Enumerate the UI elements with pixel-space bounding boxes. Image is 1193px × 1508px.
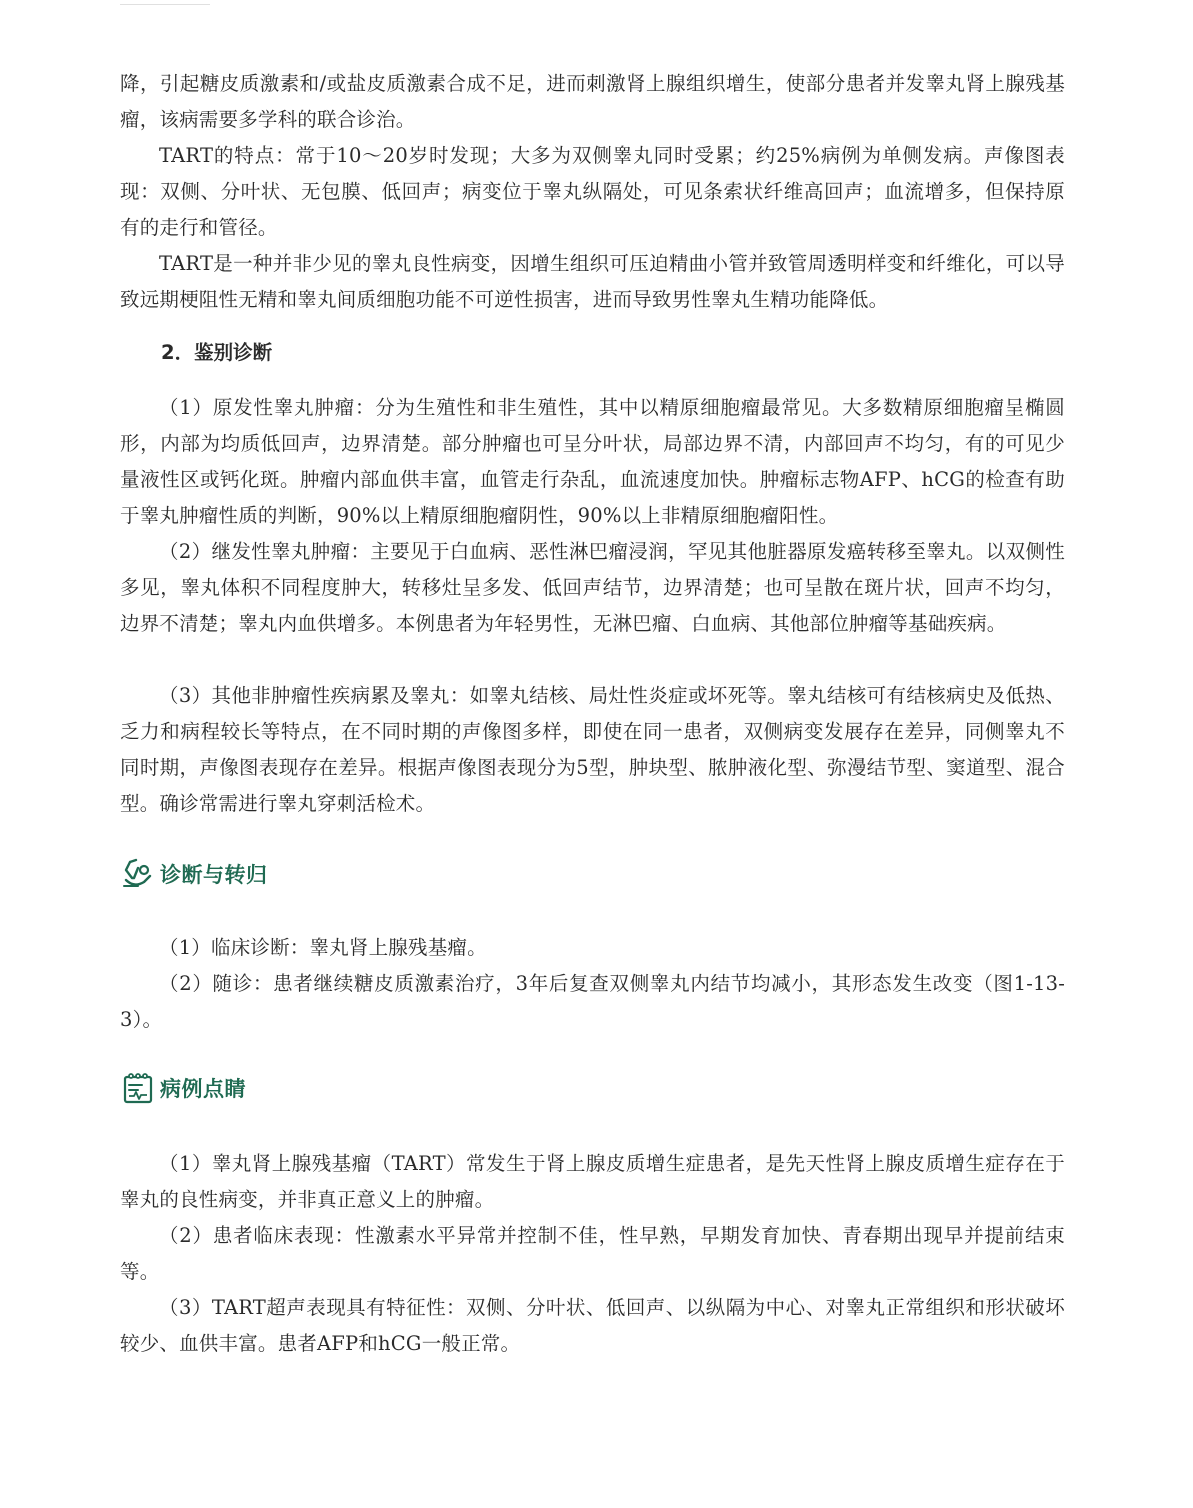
header-rule (120, 0, 210, 5)
notepad-icon (120, 1070, 156, 1106)
highlights-item-3: （3）TART超声表现具有特征性：双侧、分叶状、低回声、以纵隔为中心、对睾丸正常组织和形状破坏较少、血供丰富。患者AFP和hCG一般正常。 (120, 1296, 1065, 1355)
differential-item-secondary-tumor: （2）继发性睾丸肿瘤：主要见于白血病、恶性淋巴瘤浸润，罕见其他脏器原发癌转移至睾丸。以双侧性多见，睾丸体积不同程度肿大，转移灶呈多发、低回声结节，边界清楚；也可呈散在斑片状，回声不均匀，边界不清楚；睾丸内血供增多。本例患者为年轻男性，无淋巴瘤、白血病、其他部位肿瘤等基础疾病。 (120, 540, 1065, 635)
paragraph-tart-significance: TART是一种并非少见的睾丸良性病变，因增生组织可压迫精曲小管并致管周透明样变和纤维化，可以导致远期梗阻性无精和睾丸间质细胞功能不可逆性损害，进而导致男性睾丸生精功能降低。 (120, 252, 1065, 311)
paragraph-tart-features: TART的特点：常于10～20岁时发现；大多为双侧睾丸同时受累；约25%病例为单侧发病。声像图表现：双侧、分叶状、无包膜、低回声；病变位于睾丸纵隔处，可见条索状纤维高回声；血流增多，但保持原有的走行和管径。 (120, 144, 1065, 239)
diagnosis-section-title: 诊断与转归 (160, 863, 268, 887)
highlights-item-1: （1）睾丸肾上腺残基瘤（TART）常发生于肾上腺皮质增生症患者，是先天性肾上腺皮质增生症存在于睾丸的良性病变，并非真正意义上的肿瘤。 (120, 1152, 1065, 1211)
highlights-section-header (120, 1068, 246, 1108)
paragraph-intro-continued: 降，引起糖皮质激素和/或盐皮质激素合成不足，进而刺激肾上腺组织增生，使部分患者并发睾丸肾上腺残基瘤，该病需要多学科的联合诊治。 (120, 72, 1065, 131)
differential-item-non-tumor: （3）其他非肿瘤性疾病累及睾丸：如睾丸结核、局灶性炎症或坏死等。睾丸结核可有结核病史及低热、乏力和病程较长等特点，在不同时期的声像图多样，即使在同一患者，双侧病变发展存在差异，同侧睾丸不同时期，声像图表现存在差异。根据声像图表现分为5型，肿块型、脓肿液化型、弥漫结节型、窦道型、混合型。确诊常需进行睾丸穿刺活检术。 (120, 684, 1065, 815)
diagnosis-item-clinical: （1）临床诊断：睾丸肾上腺残基瘤。 (159, 936, 487, 959)
diagnosis-item-followup: （2）随诊：患者继续糖皮质激素治疗，3年后复查双侧睾丸内结节均减小，其形态发生改变（图1-13-3）。 (120, 972, 1065, 1031)
stethoscope-icon (120, 856, 156, 892)
diagnosis-section-header (120, 854, 268, 894)
differential-item-primary-tumor: （1）原发性睾丸肿瘤：分为生殖性和非生殖性，其中以精原细胞瘤最常见。大多数精原细胞瘤呈椭圆形，内部为均质低回声，边界清楚。部分肿瘤也可呈分叶状，局部边界不清，内部回声不均匀，有的可见少量液性区或钙化斑。肿瘤内部血供丰富，血管走行杂乱，血流速度加快。肿瘤标志物AFP、hCG的检查有助于睾丸肿瘤性质的判断，90%以上精原细胞瘤阴性，90%以上非精原细胞瘤阳性。 (120, 396, 1065, 527)
highlights-section-title: 病例点睛 (160, 1077, 246, 1101)
highlights-item-2: （2）患者临床表现：性激素水平异常并控制不佳，性早熟，早期发育加快、青春期出现早并提前结束等。 (120, 1224, 1065, 1283)
differential-diagnosis-heading: 2．鉴别诊断 (161, 341, 273, 364)
